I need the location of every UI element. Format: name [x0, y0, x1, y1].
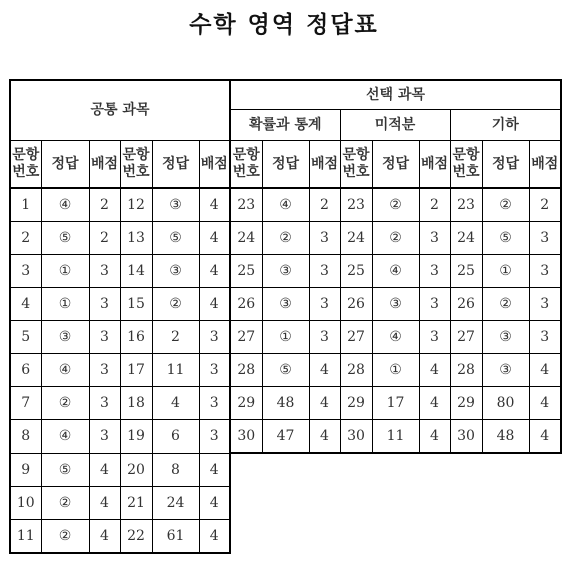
score-cell: 4: [199, 288, 230, 321]
header-label: 번호: [12, 164, 40, 180]
question-number: 1: [10, 188, 41, 222]
answer-header: 정답: [262, 141, 309, 189]
question-number: 3: [10, 255, 41, 288]
answer-cell: 61: [152, 519, 199, 553]
score-cell: 2: [89, 188, 120, 222]
answer-cell: ②: [372, 188, 419, 222]
score-cell: 3: [419, 288, 450, 321]
question-number: 24: [450, 222, 482, 255]
score-cell: 4: [199, 519, 230, 553]
question-number: 28: [230, 354, 262, 387]
question-number: 17: [120, 354, 152, 387]
score-cell: 3: [199, 420, 230, 454]
score-cell: 4: [419, 354, 450, 387]
subject-header-calculus: 미적분: [340, 110, 450, 141]
answer-cell: ③: [41, 321, 89, 354]
question-number: 16: [120, 321, 152, 354]
question-number: 29: [230, 387, 262, 420]
empty-cell: [450, 486, 482, 519]
header-label: 문항: [232, 147, 260, 163]
subject-header-geometry: 기하: [450, 110, 561, 141]
score-cell: 3: [529, 255, 561, 288]
empty-cell: [419, 453, 450, 486]
answer-cell: 8: [152, 453, 199, 486]
question-number-header: [120, 141, 152, 189]
score-cell: 2: [419, 188, 450, 222]
answer-cell: ④: [372, 321, 419, 354]
question-number: 27: [230, 321, 262, 354]
question-number: 6: [10, 354, 41, 387]
answer-cell: ②: [152, 288, 199, 321]
answer-cell: 11: [372, 420, 419, 454]
score-cell: 4: [89, 519, 120, 553]
answer-cell: ⑤: [41, 453, 89, 486]
question-number: 28: [450, 354, 482, 387]
answer-cell: ③: [262, 288, 309, 321]
empty-cell: [309, 519, 340, 553]
score-cell: 3: [309, 321, 340, 354]
header-label: 번호: [342, 164, 370, 180]
answer-cell: ②: [41, 387, 89, 420]
answer-cell: 17: [372, 387, 419, 420]
question-number-header: [10, 141, 41, 189]
table-row: [10, 222, 561, 255]
question-number: 29: [340, 387, 372, 420]
score-header: 배점: [529, 141, 561, 189]
score-cell: 3: [89, 354, 120, 387]
answer-cell: 6: [152, 420, 199, 454]
question-number: 22: [120, 519, 152, 553]
question-number: 11: [10, 519, 41, 553]
answer-cell: ②: [372, 222, 419, 255]
score-header: 배점: [419, 141, 450, 189]
table-row: [10, 519, 561, 553]
score-cell: 4: [89, 486, 120, 519]
answer-cell: ④: [41, 420, 89, 454]
score-cell: 4: [419, 420, 450, 454]
question-number-header: [340, 141, 372, 189]
empty-cell: [262, 486, 309, 519]
answer-cell: ①: [41, 255, 89, 288]
score-cell: 4: [199, 486, 230, 519]
score-header: 배점: [199, 141, 230, 189]
score-cell: 4: [89, 453, 120, 486]
score-cell: 4: [419, 387, 450, 420]
answer-header: 정답: [152, 141, 199, 189]
empty-cell: [340, 519, 372, 553]
question-number-header: [230, 141, 262, 189]
question-number: 26: [450, 288, 482, 321]
answer-cell: ②: [41, 519, 89, 553]
empty-cell: [372, 486, 419, 519]
question-number: 30: [230, 420, 262, 454]
answer-cell: 48: [262, 387, 309, 420]
score-cell: 3: [309, 288, 340, 321]
answer-cell: ①: [41, 288, 89, 321]
answer-cell: ⑤: [41, 222, 89, 255]
question-number: 4: [10, 288, 41, 321]
header-label: 번호: [232, 164, 260, 180]
question-number: 27: [450, 321, 482, 354]
question-number: 10: [10, 486, 41, 519]
answer-cell: ②: [482, 188, 529, 222]
score-cell: 3: [199, 354, 230, 387]
question-number: 12: [120, 188, 152, 222]
empty-cell: [262, 453, 309, 486]
question-number: 25: [230, 255, 262, 288]
score-cell: 3: [419, 255, 450, 288]
question-number: 25: [450, 255, 482, 288]
question-number: 21: [120, 486, 152, 519]
table-row: [10, 288, 561, 321]
table-row: [10, 387, 561, 420]
question-number: 18: [120, 387, 152, 420]
question-number: 29: [450, 387, 482, 420]
table-row: [10, 486, 561, 519]
answer-cell: ⑤: [152, 222, 199, 255]
score-header: 배점: [309, 141, 340, 189]
score-cell: 2: [309, 188, 340, 222]
question-number: 15: [120, 288, 152, 321]
answer-cell: ①: [262, 321, 309, 354]
question-number-header: [450, 141, 482, 189]
empty-cell: [230, 486, 262, 519]
table-row: [10, 255, 561, 288]
answer-cell: 24: [152, 486, 199, 519]
score-cell: 3: [89, 288, 120, 321]
score-cell: 4: [529, 354, 561, 387]
score-cell: 3: [309, 255, 340, 288]
header-label: 문항: [452, 147, 480, 163]
score-cell: 3: [529, 288, 561, 321]
question-number: 23: [450, 188, 482, 222]
score-cell: 2: [89, 222, 120, 255]
empty-cell: [372, 519, 419, 553]
answer-cell: ③: [372, 288, 419, 321]
answer-cell: ③: [482, 321, 529, 354]
table-row: [10, 188, 561, 222]
answer-cell: 4: [152, 387, 199, 420]
page-title: 수학 영역 정답표: [189, 12, 379, 38]
question-number: 30: [340, 420, 372, 454]
score-cell: 3: [199, 387, 230, 420]
empty-cell: [482, 519, 529, 553]
empty-cell: [230, 519, 262, 553]
answer-cell: 47: [262, 420, 309, 454]
answer-cell: ③: [262, 255, 309, 288]
answer-cell: 48: [482, 420, 529, 454]
header-label: 번호: [452, 164, 480, 180]
answer-header: 정답: [482, 141, 529, 189]
score-cell: 3: [89, 321, 120, 354]
empty-cell: [262, 519, 309, 553]
empty-cell: [309, 486, 340, 519]
answer-cell: 11: [152, 354, 199, 387]
question-number: 20: [120, 453, 152, 486]
answer-cell: ④: [41, 354, 89, 387]
empty-cell: [450, 453, 482, 486]
empty-cell: [372, 453, 419, 486]
question-number: 26: [340, 288, 372, 321]
question-number: 8: [10, 420, 41, 454]
score-cell: 4: [199, 188, 230, 222]
answer-cell: ③: [152, 188, 199, 222]
score-cell: 3: [529, 222, 561, 255]
answer-cell: ④: [262, 188, 309, 222]
score-cell: 3: [419, 321, 450, 354]
question-number: 23: [230, 188, 262, 222]
score-cell: 2: [529, 188, 561, 222]
score-cell: 4: [199, 255, 230, 288]
question-number: 5: [10, 321, 41, 354]
table-row: [10, 354, 561, 387]
answer-header: 정답: [41, 141, 89, 189]
empty-cell: [529, 453, 561, 486]
score-cell: 3: [199, 321, 230, 354]
question-number: 24: [340, 222, 372, 255]
table-row: [10, 453, 561, 486]
question-number: 14: [120, 255, 152, 288]
table-row: [10, 321, 561, 354]
empty-cell: [340, 453, 372, 486]
score-header: 배점: [89, 141, 120, 189]
question-number: 28: [340, 354, 372, 387]
empty-cell: [529, 519, 561, 553]
answer-header: 정답: [372, 141, 419, 189]
answer-cell: ③: [482, 354, 529, 387]
score-cell: 4: [529, 387, 561, 420]
score-cell: 3: [89, 420, 120, 454]
score-cell: 4: [529, 420, 561, 454]
answer-key-table: [9, 79, 562, 554]
answer-cell: ⑤: [262, 354, 309, 387]
question-number: 24: [230, 222, 262, 255]
answer-cell: ④: [41, 188, 89, 222]
score-cell: 4: [199, 453, 230, 486]
empty-cell: [340, 486, 372, 519]
elective-subject-header: 선택 과목: [230, 80, 561, 110]
question-number: 27: [340, 321, 372, 354]
empty-cell: [419, 519, 450, 553]
empty-cell: [529, 486, 561, 519]
score-cell: 3: [89, 255, 120, 288]
answer-cell: ③: [152, 255, 199, 288]
answer-cell: ⑤: [482, 222, 529, 255]
question-number: 25: [340, 255, 372, 288]
answer-cell: ②: [41, 486, 89, 519]
header-label: 문항: [342, 147, 370, 163]
header-label: 문항: [12, 147, 40, 163]
score-cell: 3: [309, 222, 340, 255]
header-label: 번호: [122, 164, 150, 180]
question-number: 26: [230, 288, 262, 321]
empty-cell: [450, 519, 482, 553]
answer-cell: ②: [262, 222, 309, 255]
question-number: 23: [340, 188, 372, 222]
answer-cell: 80: [482, 387, 529, 420]
score-cell: 4: [309, 387, 340, 420]
score-cell: 4: [309, 420, 340, 454]
empty-cell: [482, 486, 529, 519]
question-number: 7: [10, 387, 41, 420]
score-cell: 3: [419, 222, 450, 255]
question-number: 9: [10, 453, 41, 486]
question-number: 30: [450, 420, 482, 454]
empty-cell: [419, 486, 450, 519]
score-cell: 3: [529, 321, 561, 354]
answer-cell: ②: [482, 288, 529, 321]
score-cell: 4: [309, 354, 340, 387]
answer-cell: ①: [482, 255, 529, 288]
answer-cell: 2: [152, 321, 199, 354]
answer-cell: ①: [372, 354, 419, 387]
empty-cell: [309, 453, 340, 486]
header-label: 문항: [122, 147, 150, 163]
empty-cell: [230, 453, 262, 486]
score-cell: 4: [199, 222, 230, 255]
common-subject-header: 공통 과목: [10, 80, 230, 141]
table-row: [10, 420, 561, 454]
score-cell: 3: [89, 387, 120, 420]
question-number: 13: [120, 222, 152, 255]
subject-header-statistics: 확률과 통계: [230, 110, 340, 141]
empty-cell: [482, 453, 529, 486]
question-number: 2: [10, 222, 41, 255]
question-number: 19: [120, 420, 152, 454]
answer-cell: ④: [372, 255, 419, 288]
